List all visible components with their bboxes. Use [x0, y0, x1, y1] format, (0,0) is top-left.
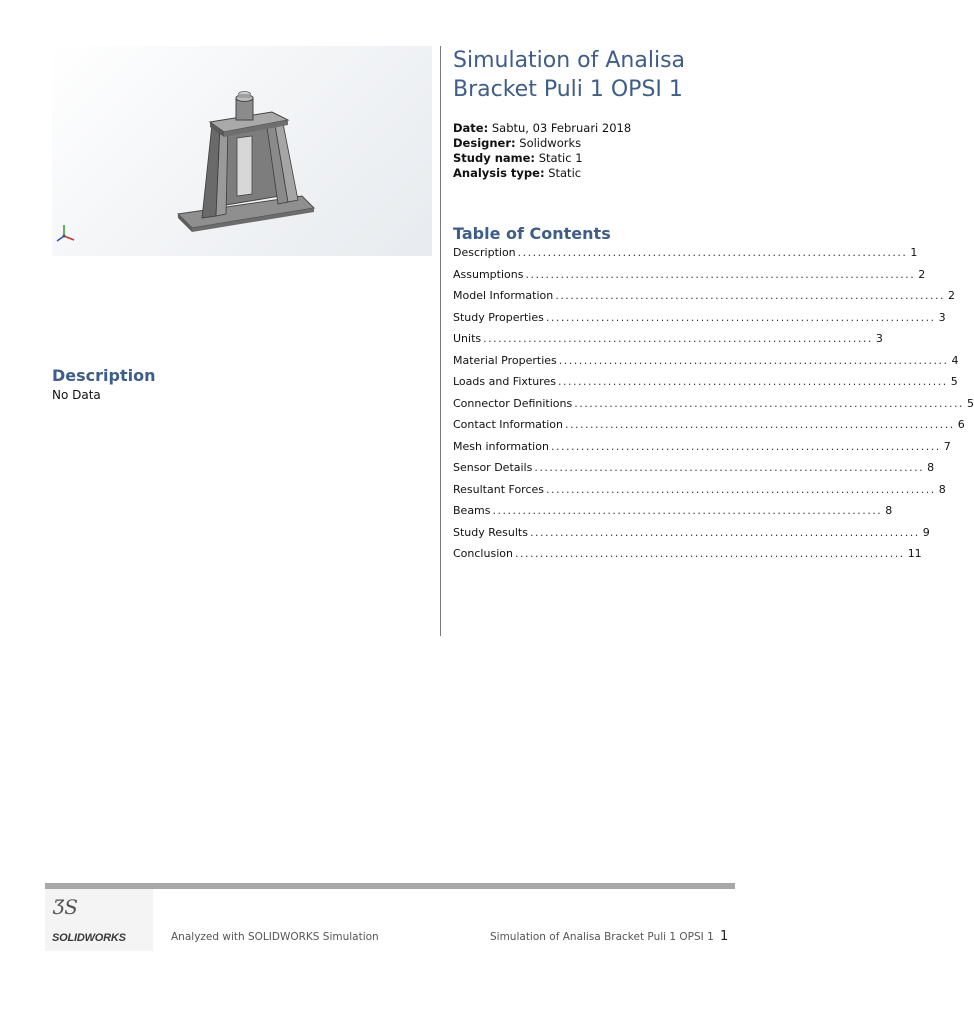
toc-item-units[interactable]: [453, 330, 883, 352]
toc-item-page: 4: [951, 353, 959, 367]
toc-item-conclusion[interactable]: [453, 545, 922, 567]
toc-leader: ..............................................................................: [514, 547, 905, 560]
toc-item-label: Conclusion: [453, 547, 513, 560]
toc-leader: ..............................................................................: [564, 418, 955, 431]
toc-leader: ..............................................................................: [529, 525, 920, 539]
analysis-type-row: [453, 166, 753, 181]
toc-item-description[interactable]: [453, 244, 918, 266]
toc-heading: Table of Contents: [453, 224, 611, 243]
toc-item-label: Assumptions: [453, 267, 524, 281]
toc-item-page: 7: [943, 439, 951, 453]
date-value: Sabtu, 03 Februari 2018: [491, 121, 632, 135]
analysis-type-label: Analysis type:: [453, 166, 545, 180]
footer-page-number: 1: [720, 929, 729, 944]
model-preview: [52, 46, 432, 256]
study-name-label: Study name:: [453, 151, 536, 165]
toc-leader: ..............................................................................: [574, 396, 964, 410]
toc-item-label: Study Properties: [453, 310, 544, 324]
solidworks-logo-icon: [45, 889, 153, 951]
toc-item-resultant-forces[interactable]: [453, 481, 946, 503]
analysis-type-value: Static: [548, 166, 582, 180]
toc-item-page: 1: [910, 246, 918, 259]
toc-item-connector-definitions[interactable]: [453, 395, 974, 417]
bracket-model-image: [52, 46, 432, 256]
toc-leader: ..............................................................................: [557, 375, 948, 388]
toc-item-mesh-information[interactable]: [453, 438, 951, 460]
toc-item-label: Model Information: [453, 289, 554, 302]
toc-leader: ..............................................................................: [517, 246, 908, 259]
toc-leader: ..............................................................................: [525, 267, 916, 281]
toc-item-page: 3: [938, 310, 946, 324]
toc-item-label: Sensor Details: [453, 461, 533, 474]
toc-item-study-results[interactable]: [453, 524, 930, 546]
toc-item-label: Contact Information: [453, 418, 563, 431]
toc-leader: ..............................................................................: [492, 504, 883, 517]
toc-item-label: Mesh information: [453, 439, 549, 453]
toc-item-label: Description: [453, 246, 516, 259]
toc-item-label: Study Results: [453, 525, 528, 539]
toc-item-page: 8: [885, 504, 893, 517]
toc-item-study-properties[interactable]: [453, 309, 946, 331]
designer-label: Designer:: [453, 136, 516, 150]
description-text: No Data: [52, 388, 101, 402]
logo-text: SOLIDWORKS: [52, 932, 126, 944]
toc-item-page: 3: [875, 332, 883, 345]
study-metadata: [453, 121, 753, 181]
toc-item-label: Beams: [453, 504, 491, 517]
toc-item-label: Loads and Fixtures: [453, 375, 556, 388]
toc-leader: ..............................................................................: [546, 482, 936, 496]
toc-item-page: 2: [918, 267, 926, 281]
study-name-row: [453, 151, 753, 166]
toc-item-contact-information[interactable]: [453, 416, 965, 438]
toc-leader: ..............................................................................: [534, 461, 925, 474]
toc-item-page: 5: [950, 375, 958, 388]
designer-row: [453, 136, 753, 151]
toc-leader: ..............................................................................: [545, 310, 936, 324]
toc-leader: ..............................................................................: [555, 289, 945, 302]
toc-item-page: 8: [938, 482, 946, 496]
ds-mark-icon: ƷS: [53, 895, 78, 919]
toc-item-sensor-details[interactable]: [453, 459, 935, 481]
toc-item-label: Material Properties: [453, 353, 557, 367]
triad-axis-icon: [57, 225, 74, 241]
toc-item-page: 8: [927, 461, 935, 474]
toc-item-page: 2: [947, 289, 955, 302]
description-heading: Description: [52, 366, 156, 385]
designer-value: Solidworks: [519, 136, 582, 150]
toc-leader: ..............................................................................: [483, 332, 873, 345]
toc-item-page: 11: [907, 547, 922, 560]
column-divider: [440, 46, 441, 636]
footer-analyzed-text: Analyzed with SOLIDWORKS Simulation: [171, 931, 379, 943]
toc-item-beams[interactable]: [453, 502, 893, 524]
toc-item-page: 5: [966, 396, 974, 410]
date-label: Date:: [453, 121, 489, 135]
study-name-value: Static 1: [538, 151, 583, 165]
toc-leader: ..............................................................................: [558, 353, 949, 367]
toc-item-label: Connector Definitions: [453, 396, 573, 410]
toc-item-label: Units: [453, 332, 482, 345]
table-of-contents: [453, 244, 974, 567]
date-row: [453, 121, 753, 136]
toc-item-material-properties[interactable]: [453, 352, 959, 374]
report-title: Simulation of Analisa Bracket Puli 1 OPSI 1: [453, 48, 686, 102]
toc-item-page: 6: [957, 418, 965, 431]
footer-document-title: Simulation of Analisa Bracket Puli 1 OPSI 1: [490, 931, 714, 943]
toc-item-model-information[interactable]: [453, 287, 955, 309]
toc-item-loads-and-fixtures[interactable]: [453, 373, 958, 395]
toc-item-page: 9: [922, 525, 930, 539]
toc-leader: ..............................................................................: [550, 439, 941, 453]
toc-item-label: Resultant Forces: [453, 482, 545, 496]
toc-item-assumptions[interactable]: [453, 266, 926, 288]
